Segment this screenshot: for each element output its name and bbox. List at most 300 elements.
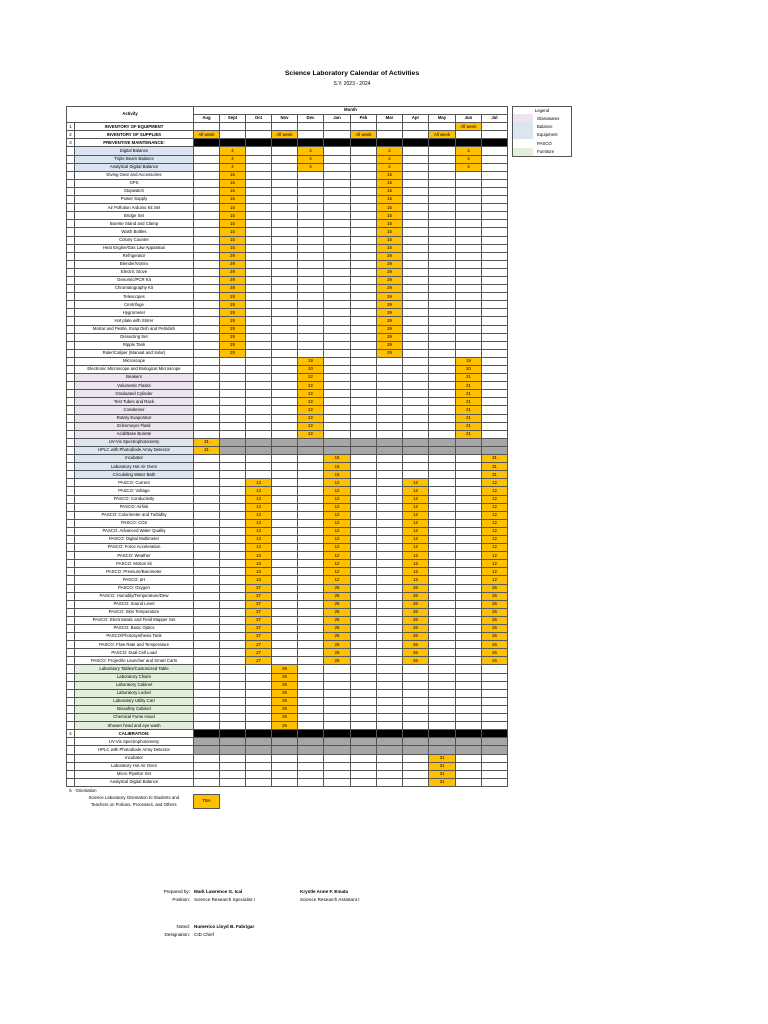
schedule-cell: 12 [324, 560, 351, 568]
schedule-cell: 15 [220, 228, 246, 236]
schedule-cell: 2 [377, 147, 403, 155]
schedule-cell [298, 762, 324, 770]
schedule-cell [220, 754, 246, 762]
schedule-cell [298, 770, 324, 778]
row-number [67, 762, 75, 770]
schedule-cell [220, 535, 246, 543]
schedule-cell [377, 374, 403, 382]
schedule-cell [194, 187, 220, 195]
schedule-cell [272, 325, 298, 333]
schedule-cell: 29 [272, 722, 298, 730]
schedule-cell: 3 [456, 147, 482, 155]
schedule-cell: 12 [403, 527, 429, 535]
schedule-cell [194, 455, 220, 463]
schedule-cell [324, 252, 351, 260]
schedule-cell [298, 252, 324, 260]
schedule-cell: 15 [377, 244, 403, 252]
schedule-cell [246, 681, 272, 689]
schedule-cell [220, 568, 246, 576]
schedule-cell [351, 147, 377, 155]
schedule-cell [456, 503, 482, 511]
orientation-schedule-cell: TBA [194, 794, 220, 808]
schedule-cell [429, 301, 456, 309]
activity-label: Rotary Evaporator [75, 414, 194, 422]
schedule-cell [351, 301, 377, 309]
schedule-cell [403, 390, 429, 398]
schedule-cell [482, 382, 508, 390]
table-row [67, 204, 508, 212]
schedule-cell [482, 317, 508, 325]
row-number: 4 [67, 730, 75, 738]
row-number [67, 309, 75, 317]
activity-label: PASCO: Advanced Water Quality [75, 527, 194, 535]
schedule-cell [403, 770, 429, 778]
schedule-cell [456, 471, 482, 479]
table-row [67, 236, 508, 244]
schedule-cell [220, 357, 246, 365]
activity-label: Erlenmeyer Flask [75, 422, 194, 430]
schedule-cell [298, 568, 324, 576]
schedule-cell [194, 276, 220, 284]
schedule-cell [246, 762, 272, 770]
schedule-cell [377, 576, 403, 584]
schedule-cell [246, 268, 272, 276]
table-row [67, 535, 508, 543]
schedule-cell: 27 [246, 584, 272, 592]
schedule-cell [194, 155, 220, 163]
schedule-cell [246, 770, 272, 778]
table-row [67, 754, 508, 762]
table-row [67, 446, 508, 454]
table-row [67, 260, 508, 268]
month-header-nov: Nov [272, 115, 298, 123]
schedule-cell: 28 [324, 616, 351, 624]
schedule-cell [272, 406, 298, 414]
activity-label: PASCO: Electrostatic and Field Mapper Set [75, 616, 194, 624]
schedule-cell [246, 252, 272, 260]
schedule-cell [220, 455, 246, 463]
schedule-cell [351, 681, 377, 689]
schedule-cell [429, 560, 456, 568]
schedule-cell [456, 754, 482, 762]
schedule-cell: 13 [246, 511, 272, 519]
schedule-cell [194, 220, 220, 228]
schedule-cell: 29 [377, 333, 403, 341]
schedule-cell [377, 714, 403, 722]
schedule-cell [429, 697, 456, 705]
table-row [67, 487, 508, 495]
schedule-cell [298, 349, 324, 357]
activity-label: Ripple Tank [75, 341, 194, 349]
schedule-cell [351, 163, 377, 171]
activity-label: Chemical Fume Hood [75, 714, 194, 722]
schedule-cell: 21 [456, 406, 482, 414]
schedule-cell [429, 212, 456, 220]
schedule-cell [298, 576, 324, 584]
schedule-cell [272, 212, 298, 220]
schedule-cell [377, 131, 403, 139]
schedule-cell [403, 341, 429, 349]
schedule-cell [246, 325, 272, 333]
schedule-cell [246, 730, 272, 738]
month-header-feb: Feb [351, 115, 377, 123]
schedule-cell [220, 446, 246, 454]
schedule-cell [272, 155, 298, 163]
row-number [67, 341, 75, 349]
schedule-cell [377, 455, 403, 463]
schedule-cell: 29 [220, 325, 246, 333]
schedule-cell [403, 349, 429, 357]
schedule-cell [429, 730, 456, 738]
schedule-cell [456, 616, 482, 624]
schedule-cell [482, 293, 508, 301]
schedule-cell: 12 [324, 511, 351, 519]
schedule-cell [194, 374, 220, 382]
activity-label: Ruler/Caliper (Manual and Solar) [75, 349, 194, 357]
schedule-cell [456, 738, 482, 746]
table-row [67, 600, 508, 608]
schedule-cell [246, 244, 272, 252]
schedule-cell [456, 293, 482, 301]
table-row [67, 422, 508, 430]
row-number [67, 196, 75, 204]
schedule-cell [377, 552, 403, 560]
schedule-cell [220, 471, 246, 479]
schedule-cell: 12 [482, 479, 508, 487]
schedule-cell [456, 349, 482, 357]
schedule-cell [324, 147, 351, 155]
row-number [67, 285, 75, 293]
schedule-cell: 29 [377, 252, 403, 260]
row-number [67, 260, 75, 268]
schedule-cell [272, 293, 298, 301]
schedule-cell: 29 [377, 341, 403, 349]
activity-label: Analytical Digital Balance [75, 163, 194, 171]
schedule-cell [403, 722, 429, 730]
schedule-cell [194, 349, 220, 357]
schedule-cell: 26 [403, 608, 429, 616]
table-row [67, 649, 508, 657]
section-label: CALIBRATION: [75, 730, 194, 738]
section-row [67, 730, 508, 738]
schedule-cell: 31 [429, 778, 456, 786]
schedule-cell [298, 171, 324, 179]
preparer-name-1: Mark Lawrence G. Ical [194, 889, 243, 894]
schedule-cell: 4 [220, 147, 246, 155]
schedule-cell [482, 673, 508, 681]
schedule-cell [298, 463, 324, 471]
schedule-cell [377, 592, 403, 600]
schedule-cell [246, 333, 272, 341]
schedule-cell [429, 673, 456, 681]
schedule-cell [351, 341, 377, 349]
activity-label: PASCO: Colorimeter and Turbidity [75, 511, 194, 519]
table-row [67, 592, 508, 600]
schedule-cell [351, 673, 377, 681]
schedule-cell [351, 236, 377, 244]
schedule-cell [429, 260, 456, 268]
schedule-cell [351, 317, 377, 325]
schedule-cell [377, 697, 403, 705]
activity-label: Bridge Set [75, 212, 194, 220]
schedule-cell [246, 366, 272, 374]
schedule-cell [246, 673, 272, 681]
schedule-cell [272, 244, 298, 252]
schedule-cell: 28 [324, 649, 351, 657]
schedule-cell [194, 471, 220, 479]
schedule-cell [324, 317, 351, 325]
schedule-cell [377, 544, 403, 552]
noted-labels [150, 923, 190, 938]
schedule-cell [246, 406, 272, 414]
schedule-cell [324, 722, 351, 730]
schedule-cell [351, 204, 377, 212]
schedule-cell [272, 560, 298, 568]
schedule-cell: 27 [246, 641, 272, 649]
schedule-cell [377, 511, 403, 519]
schedule-cell [324, 689, 351, 697]
schedule-cell [272, 438, 298, 446]
row-number [67, 673, 75, 681]
schedule-cell [482, 746, 508, 754]
schedule-cell [220, 430, 246, 438]
schedule-cell [194, 576, 220, 584]
schedule-cell: 21 [456, 414, 482, 422]
schedule-cell [351, 592, 377, 600]
schedule-cell [429, 147, 456, 155]
schedule-cell [272, 171, 298, 179]
schedule-cell [456, 212, 482, 220]
schedule-cell [324, 438, 351, 446]
activity-label: Micro Pipettor Set [75, 770, 194, 778]
schedule-cell [298, 285, 324, 293]
row-number [67, 179, 75, 187]
schedule-cell [351, 196, 377, 204]
schedule-cell [482, 414, 508, 422]
schedule-cell [194, 390, 220, 398]
schedule-cell [456, 487, 482, 495]
activity-header: Activity [67, 107, 194, 123]
schedule-cell [324, 163, 351, 171]
schedule-cell [194, 738, 220, 746]
schedule-cell [298, 455, 324, 463]
schedule-cell [403, 762, 429, 770]
schedule-cell [298, 649, 324, 657]
schedule-cell [194, 309, 220, 317]
schedule-cell [351, 560, 377, 568]
activity-label: Colony Counter [75, 236, 194, 244]
schedule-cell [194, 430, 220, 438]
schedule-cell [377, 730, 403, 738]
schedule-cell [351, 309, 377, 317]
schedule-cell [246, 438, 272, 446]
activity-label: Hot plate with Stirrer [75, 317, 194, 325]
schedule-cell [456, 568, 482, 576]
schedule-cell [194, 616, 220, 624]
schedule-cell [272, 503, 298, 511]
table-row [67, 398, 508, 406]
schedule-cell [220, 406, 246, 414]
schedule-cell [351, 430, 377, 438]
schedule-cell [429, 455, 456, 463]
schedule-cell: 21 [456, 382, 482, 390]
schedule-cell [377, 778, 403, 786]
schedule-cell [429, 738, 456, 746]
schedule-cell [377, 689, 403, 697]
activity-label: PASCO: Humidity/Temperature/Dew [75, 592, 194, 600]
schedule-cell [298, 204, 324, 212]
table-row [67, 527, 508, 535]
table-row [67, 187, 508, 195]
schedule-cell [403, 285, 429, 293]
schedule-cell [429, 220, 456, 228]
schedule-cell [246, 187, 272, 195]
row-number [67, 511, 75, 519]
schedule-cell: 29 [220, 260, 246, 268]
schedule-cell: 31 [482, 471, 508, 479]
schedule-cell [194, 147, 220, 155]
schedule-cell [220, 746, 246, 754]
schedule-cell [272, 778, 298, 786]
schedule-cell [403, 681, 429, 689]
schedule-cell [272, 196, 298, 204]
schedule-cell [403, 422, 429, 430]
schedule-cell [220, 487, 246, 495]
schedule-cell: 26 [482, 584, 508, 592]
designation-label: Designation: [164, 931, 190, 937]
schedule-cell [194, 252, 220, 260]
activity-label: Electronic Microscope and Biological Microscope [75, 366, 194, 374]
schedule-cell [456, 689, 482, 697]
schedule-cell: 26 [403, 625, 429, 633]
table-row [67, 252, 508, 260]
schedule-cell [194, 285, 220, 293]
schedule-cell [403, 665, 429, 673]
schedule-cell [351, 697, 377, 705]
schedule-cell [246, 123, 272, 131]
schedule-cell [456, 705, 482, 713]
month-header-dec: Dec [298, 115, 324, 123]
schedule-cell: 12 [324, 503, 351, 511]
schedule-cell [246, 746, 272, 754]
schedule-cell [456, 285, 482, 293]
schedule-cell [403, 171, 429, 179]
schedule-cell [246, 714, 272, 722]
row-number [67, 552, 75, 560]
schedule-cell [272, 317, 298, 325]
schedule-cell [429, 285, 456, 293]
orientation-line-1: Science Laboratory Orientation to Students and [88, 794, 180, 800]
schedule-cell [429, 276, 456, 284]
activity-label: Analytical Digital Balance [75, 778, 194, 786]
preparer-position-2: Science Research Assistant I [300, 896, 360, 902]
schedule-cell [194, 544, 220, 552]
schedule-cell [246, 131, 272, 139]
schedule-cell: 26 [482, 616, 508, 624]
school-year: S.Y. 2023 - 2024 [333, 81, 371, 87]
schedule-cell [377, 600, 403, 608]
schedule-cell [456, 665, 482, 673]
schedule-cell [220, 705, 246, 713]
schedule-cell [272, 123, 298, 131]
schedule-cell [298, 754, 324, 762]
schedule-cell [403, 382, 429, 390]
schedule-cell [482, 179, 508, 187]
schedule-cell [429, 252, 456, 260]
schedule-cell [298, 519, 324, 527]
section-label: PREVENTIVE MAINTENANCE: [75, 139, 194, 147]
activity-label: PASCO: Oxygen [75, 584, 194, 592]
schedule-cell [429, 600, 456, 608]
schedule-cell [194, 196, 220, 204]
schedule-cell [324, 131, 351, 139]
schedule-cell: 15 [220, 220, 246, 228]
schedule-cell [298, 592, 324, 600]
schedule-cell [324, 260, 351, 268]
schedule-cell: 26 [403, 657, 429, 665]
schedule-cell [351, 705, 377, 713]
schedule-cell [298, 196, 324, 204]
schedule-cell: 26 [482, 592, 508, 600]
section-row [67, 131, 508, 139]
table-row [67, 171, 508, 179]
schedule-cell [377, 430, 403, 438]
schedule-cell [456, 479, 482, 487]
schedule-cell [246, 317, 272, 325]
schedule-cell [246, 455, 272, 463]
activity-label: Dissecting Set [75, 333, 194, 341]
schedule-cell: 26 [403, 592, 429, 600]
schedule-cell [482, 155, 508, 163]
table-row [67, 608, 508, 616]
schedule-cell [324, 341, 351, 349]
schedule-cell [194, 487, 220, 495]
schedule-cell [272, 633, 298, 641]
schedule-cell [324, 762, 351, 770]
schedule-cell [429, 204, 456, 212]
schedule-cell [482, 131, 508, 139]
schedule-cell: 12 [403, 495, 429, 503]
schedule-cell [429, 179, 456, 187]
schedule-cell [298, 730, 324, 738]
schedule-cell [272, 398, 298, 406]
schedule-cell [377, 633, 403, 641]
schedule-cell: 31 [429, 770, 456, 778]
schedule-cell [220, 544, 246, 552]
schedule-cell [429, 349, 456, 357]
schedule-cell [194, 341, 220, 349]
schedule-cell [429, 187, 456, 195]
schedule-cell [482, 770, 508, 778]
schedule-cell: 15 [324, 455, 351, 463]
schedule-cell: 29 [220, 309, 246, 317]
table-row [67, 665, 508, 673]
schedule-cell [403, 673, 429, 681]
schedule-cell [377, 746, 403, 754]
schedule-cell [220, 552, 246, 560]
schedule-cell [272, 446, 298, 454]
schedule-cell [351, 406, 377, 414]
schedule-cell [351, 495, 377, 503]
row-number [67, 244, 75, 252]
activity-label: Laboratory Locker [75, 689, 194, 697]
schedule-cell [429, 398, 456, 406]
schedule-cell [482, 738, 508, 746]
schedule-cell: 12 [403, 544, 429, 552]
schedule-cell [246, 276, 272, 284]
schedule-cell: 29 [220, 252, 246, 260]
activity-label: Mortar and Pestle, Evap Dish and Petridish [75, 325, 194, 333]
